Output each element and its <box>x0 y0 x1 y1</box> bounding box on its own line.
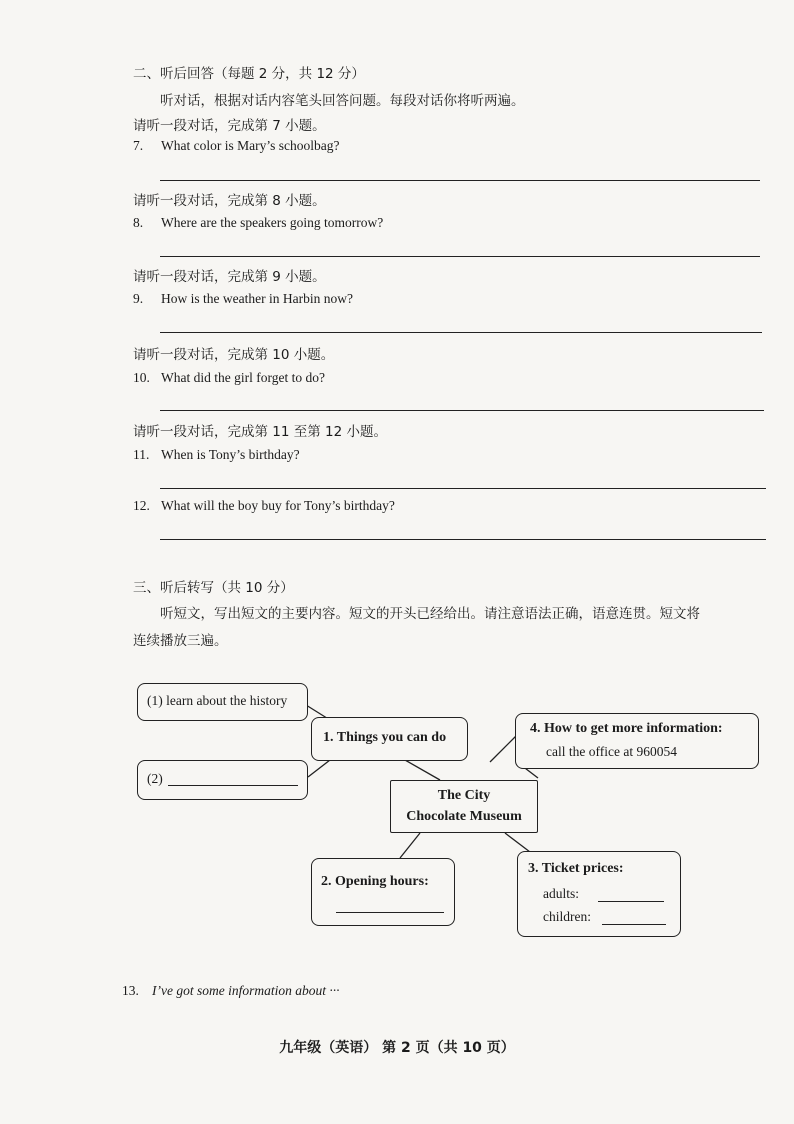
adults-label: adults: <box>543 886 579 901</box>
children-label: children: <box>543 909 591 924</box>
question-text: When is Tony’s birthday? <box>161 447 300 462</box>
section2-instruction: 听对话，根据对话内容笔头回答问题。每段对话你将听两遍。 <box>160 93 525 109</box>
prompt-8: 请听一段对话，完成第 8 小题。 <box>133 193 326 209</box>
section2-title: 二、听后回答（每题 2 分，共 12 分） <box>133 66 365 82</box>
question-text: What did the girl forget to do? <box>161 370 325 385</box>
thing2-blank[interactable] <box>168 773 298 786</box>
thing1-box <box>137 683 308 721</box>
center-box <box>390 780 538 833</box>
section3-instruction-line2: 连续播放三遍。 <box>133 633 228 649</box>
question-number: 11. <box>133 447 150 462</box>
prompt-11-12: 请听一段对话，完成第 11 至第 12 小题。 <box>133 424 388 440</box>
question-number: 9. <box>133 291 144 306</box>
center-line2: Chocolate Museum <box>406 809 522 824</box>
opening-title: 2. Opening hours: <box>321 874 429 889</box>
question-text: I’ve got some information about ··· <box>152 983 340 998</box>
question-number: 10. <box>133 370 150 385</box>
prompt-9: 请听一段对话，完成第 9 小题。 <box>133 269 326 285</box>
prices-title: 3. Ticket prices: <box>528 861 624 876</box>
opening-blank[interactable] <box>336 900 444 913</box>
prompt-7: 请听一段对话，完成第 7 小题。 <box>133 118 326 134</box>
question-number: 8. <box>133 215 144 230</box>
question-text: How is the weather in Harbin now? <box>161 291 353 306</box>
page-footer: 九年级（英语） 第 2 页（共 10 页） <box>279 1040 515 1056</box>
info-title: 4. How to get more information: <box>530 721 723 736</box>
opening-box <box>311 858 455 926</box>
thing1-text: (1) learn about the history <box>147 693 288 708</box>
question-text: Where are the speakers going tomorrow? <box>161 215 384 230</box>
adults-blank[interactable] <box>598 889 664 902</box>
section3-instruction-line1: 听短文，写出短文的主要内容。短文的开头已经给出。请注意语法正确，语意连贯。短文将 <box>160 606 700 622</box>
question-number: 13. <box>122 983 139 998</box>
center-line1: The City <box>437 788 491 803</box>
question-number: 7. <box>133 138 144 153</box>
things-box <box>311 717 468 761</box>
question-13 <box>122 983 339 999</box>
info-text: call the office at 960054 <box>546 744 677 759</box>
children-blank[interactable] <box>602 912 666 925</box>
thing2-box <box>137 760 308 800</box>
question-text: What will the boy buy for Tony’s birthday? <box>161 498 395 513</box>
info-box <box>515 713 759 769</box>
question-text: What color is Mary’s schoolbag? <box>161 138 340 153</box>
prompt-10: 请听一段对话，完成第 10 小题。 <box>133 347 335 363</box>
section3-title: 三、听后转写（共 10 分） <box>133 580 294 596</box>
thing2-label: (2) <box>147 771 163 786</box>
things-title: 1. Things you can do <box>323 730 447 745</box>
prices-box <box>517 851 681 937</box>
question-number: 12. <box>133 498 150 513</box>
